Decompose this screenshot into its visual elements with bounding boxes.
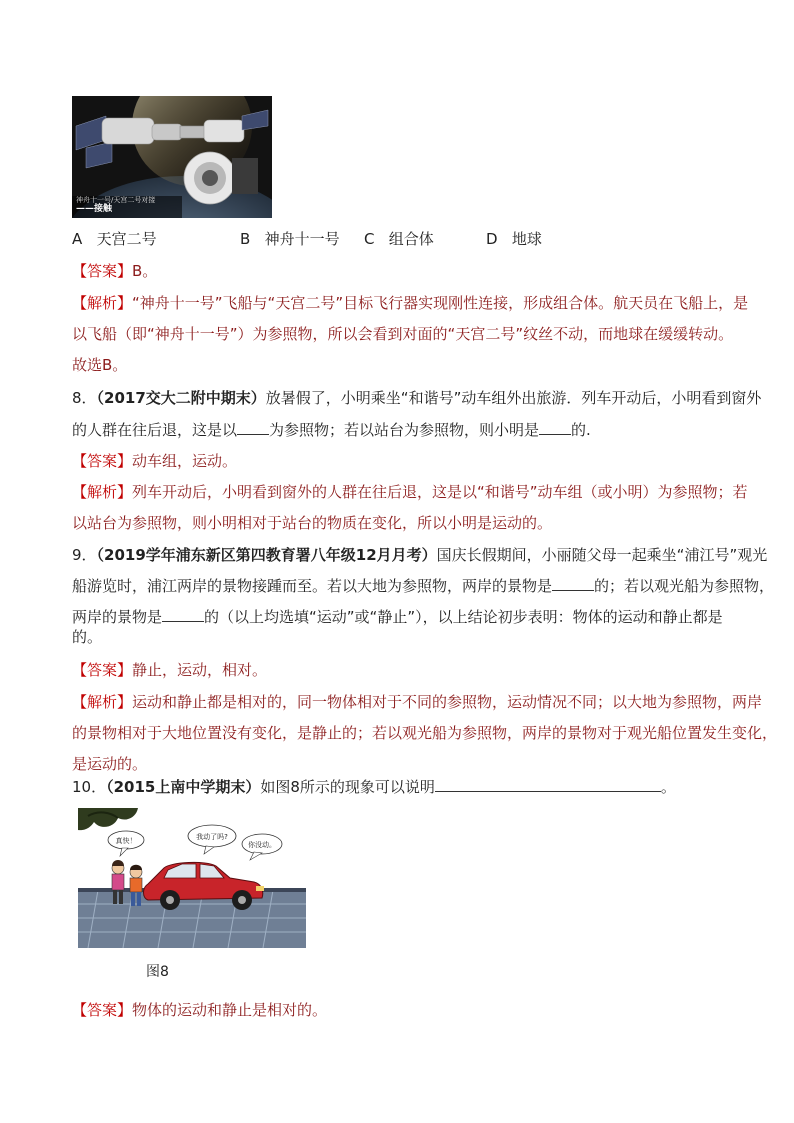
speech-bubble-2: 我动了吗? <box>196 833 228 841</box>
option-c: C 组合体 <box>364 230 434 248</box>
q9-stem-line-1: 9．（2019学年浦东新区第四教育署八年级12月月考）国庆长假期间，小丽随父母一起乘坐“浦江号”观光 <box>72 546 768 564</box>
caption-line-2: ——接触 <box>76 204 113 214</box>
car-cartoon-illustration <box>78 808 306 948</box>
q8-analysis-line-2: 以站台为参照物，则小明相对于站台的物质在变化，所以小明是运动的。 <box>72 514 553 532</box>
option-b: B 神舟十一号 <box>240 230 340 248</box>
q10-stem: 10．（2015上南中学期末）如图8所示的现象可以说明 。 <box>72 778 676 796</box>
q9-analysis-line-3: 是运动的。 <box>72 755 148 773</box>
q9-answer: 【答案】静止，运动，相对。 <box>72 661 268 679</box>
speech-bubble-3: 你没动。 <box>248 841 276 849</box>
q7-analysis-line-2: 以飞船（即“神舟十一号”）为参照物，所以会看到对面的“天宫二号”纹丝不动，而地球在缓缓转动。 <box>72 325 734 343</box>
blank <box>435 777 661 792</box>
blank <box>162 607 204 622</box>
blank <box>552 576 594 591</box>
speech-bubble-1: 真快！ <box>115 837 137 845</box>
q7-analysis-line-3: 故选B。 <box>72 356 128 374</box>
q10-answer: 【答案】物体的运动和静止是相对的。 <box>72 1001 328 1019</box>
q9-analysis-line-1: 【解析】运动和静止都是相对的，同一物体相对于不同的参照物，运动情况不同；以大地为参照物，两岸 <box>72 693 763 711</box>
q9-stem-line-3: 两岸的景物是 的（以上均选填“运动”或“静止”），以上结论初步表明：物体的运动和静止都是 <box>72 608 723 626</box>
q7-answer: 【答案】B。 <box>72 262 158 280</box>
option-d: D 地球 <box>486 230 542 248</box>
q9-stem-line-2: 船游览时，浦江两岸的景物接踵而至。若以大地为参照物，两岸的景物是 的；若以观光船为参照物， <box>72 577 775 595</box>
car-cartoon-image <box>78 808 306 948</box>
q8-answer: 【答案】动车组，运动。 <box>72 452 238 470</box>
spacecraft-docking-image <box>72 96 272 218</box>
q8-stem-line-2: 的人群在往后退，这是以 为参照物；若以站台为参照物，则小明是 的. <box>72 421 591 439</box>
image-caption <box>76 196 155 214</box>
q9-analysis-line-2: 的景物相对于大地位置没有变化，是静止的；若以观光船为参照物，两岸的景物对于观光船位置发生变化， <box>72 724 778 742</box>
blank <box>237 420 269 435</box>
blank <box>539 420 571 435</box>
q7-analysis-line-1: 【解析】“神舟十一号”飞船与“天宫二号”目标飞行器实现刚性连接，形成组合体。航天员在飞船上，是 <box>72 294 749 312</box>
q8-stem-line-1: 8．（2017交大二附中期末）放暑假了，小明乘坐“和谐号”动车组外出旅游．列车开动后，小明看到窗外 <box>72 389 762 407</box>
q9-stem-line-4: 的。 <box>72 628 103 646</box>
q8-analysis-line-1: 【解析】列车开动后，小明看到窗外的人群在往后退，这是以“和谐号”动车组（或小明）为参照物；若 <box>72 483 748 501</box>
figure-caption: 图8 <box>146 964 169 980</box>
caption-line-1: 神舟十一号/天宫二号对接 <box>76 196 156 204</box>
option-a: A 天宫二号 <box>72 230 157 248</box>
